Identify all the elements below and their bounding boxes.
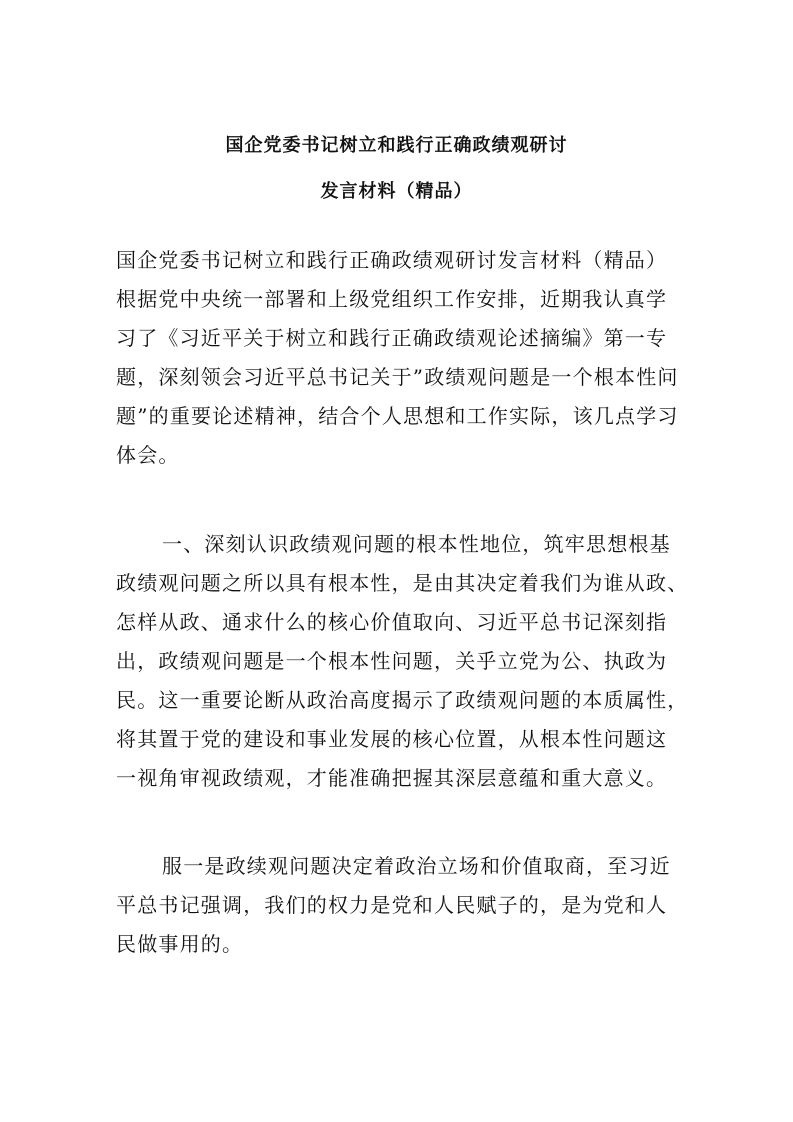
paragraph-2-line-4: 出，政绩观问题是一个根本性问题，关乎立党为公、执政为	[116, 649, 668, 673]
paragraph-1-line-5: 题”的重要论述精神，结合个人思想和工作实际，该几点学习	[116, 404, 679, 428]
paragraph-1-line-3: 习了《习近平关于树立和践行正确政绩观论述摘编》第一专	[116, 326, 668, 350]
paragraph-3-line-3: 民做事用的。	[116, 932, 244, 956]
paragraph-2-line-2: 政绩观问题之所以具有根本性，是由其决定着我们为谁从政、	[116, 571, 689, 595]
paragraph-1-line-6: 体会。	[116, 443, 180, 467]
paragraph-2-line-1: 一、深刻认识政绩观问题的根本性地位，筑牢思想根基	[162, 532, 671, 556]
paragraph-3-line-2: 平总书记强调，我们的权力是党和人民赋子的，是为党和人	[116, 893, 668, 917]
document-title-line-1: 国企党委书记树立和践行正确政绩观研讨	[225, 135, 568, 156]
paragraph-1-line-1: 国企党委书记树立和践行正确政绩观研讨发言材料（精品）	[116, 248, 668, 272]
document-title-line-2: 发言材料（精品）	[320, 181, 473, 202]
paragraph-2-line-5: 民。这一重要论断从政治高度揭示了政绩观问题的本质属性，	[116, 688, 689, 712]
paragraph-1-line-4: 题，深刻领会习近平总书记关于”政绩观问题是一个根本性问	[116, 365, 679, 389]
paragraph-2-line-3: 怎样从政、通求什么的核心价值取向、习近平总书记深刻指	[116, 610, 668, 634]
paragraph-1-line-2: 根据党中央统一部署和上级党组织工作安排，近期我认真学	[116, 287, 668, 311]
paragraph-2-line-6: 将其置于党的建设和事业发展的核心位置，从根本性问题这	[116, 727, 668, 751]
paragraph-2-line-7: 一视角审视政绩观，才能准确把握其深层意蕴和重大意义。	[116, 766, 668, 790]
paragraph-3-line-1: 服一是政续观问题决定着政治立场和价值取商，至习近	[162, 854, 671, 878]
